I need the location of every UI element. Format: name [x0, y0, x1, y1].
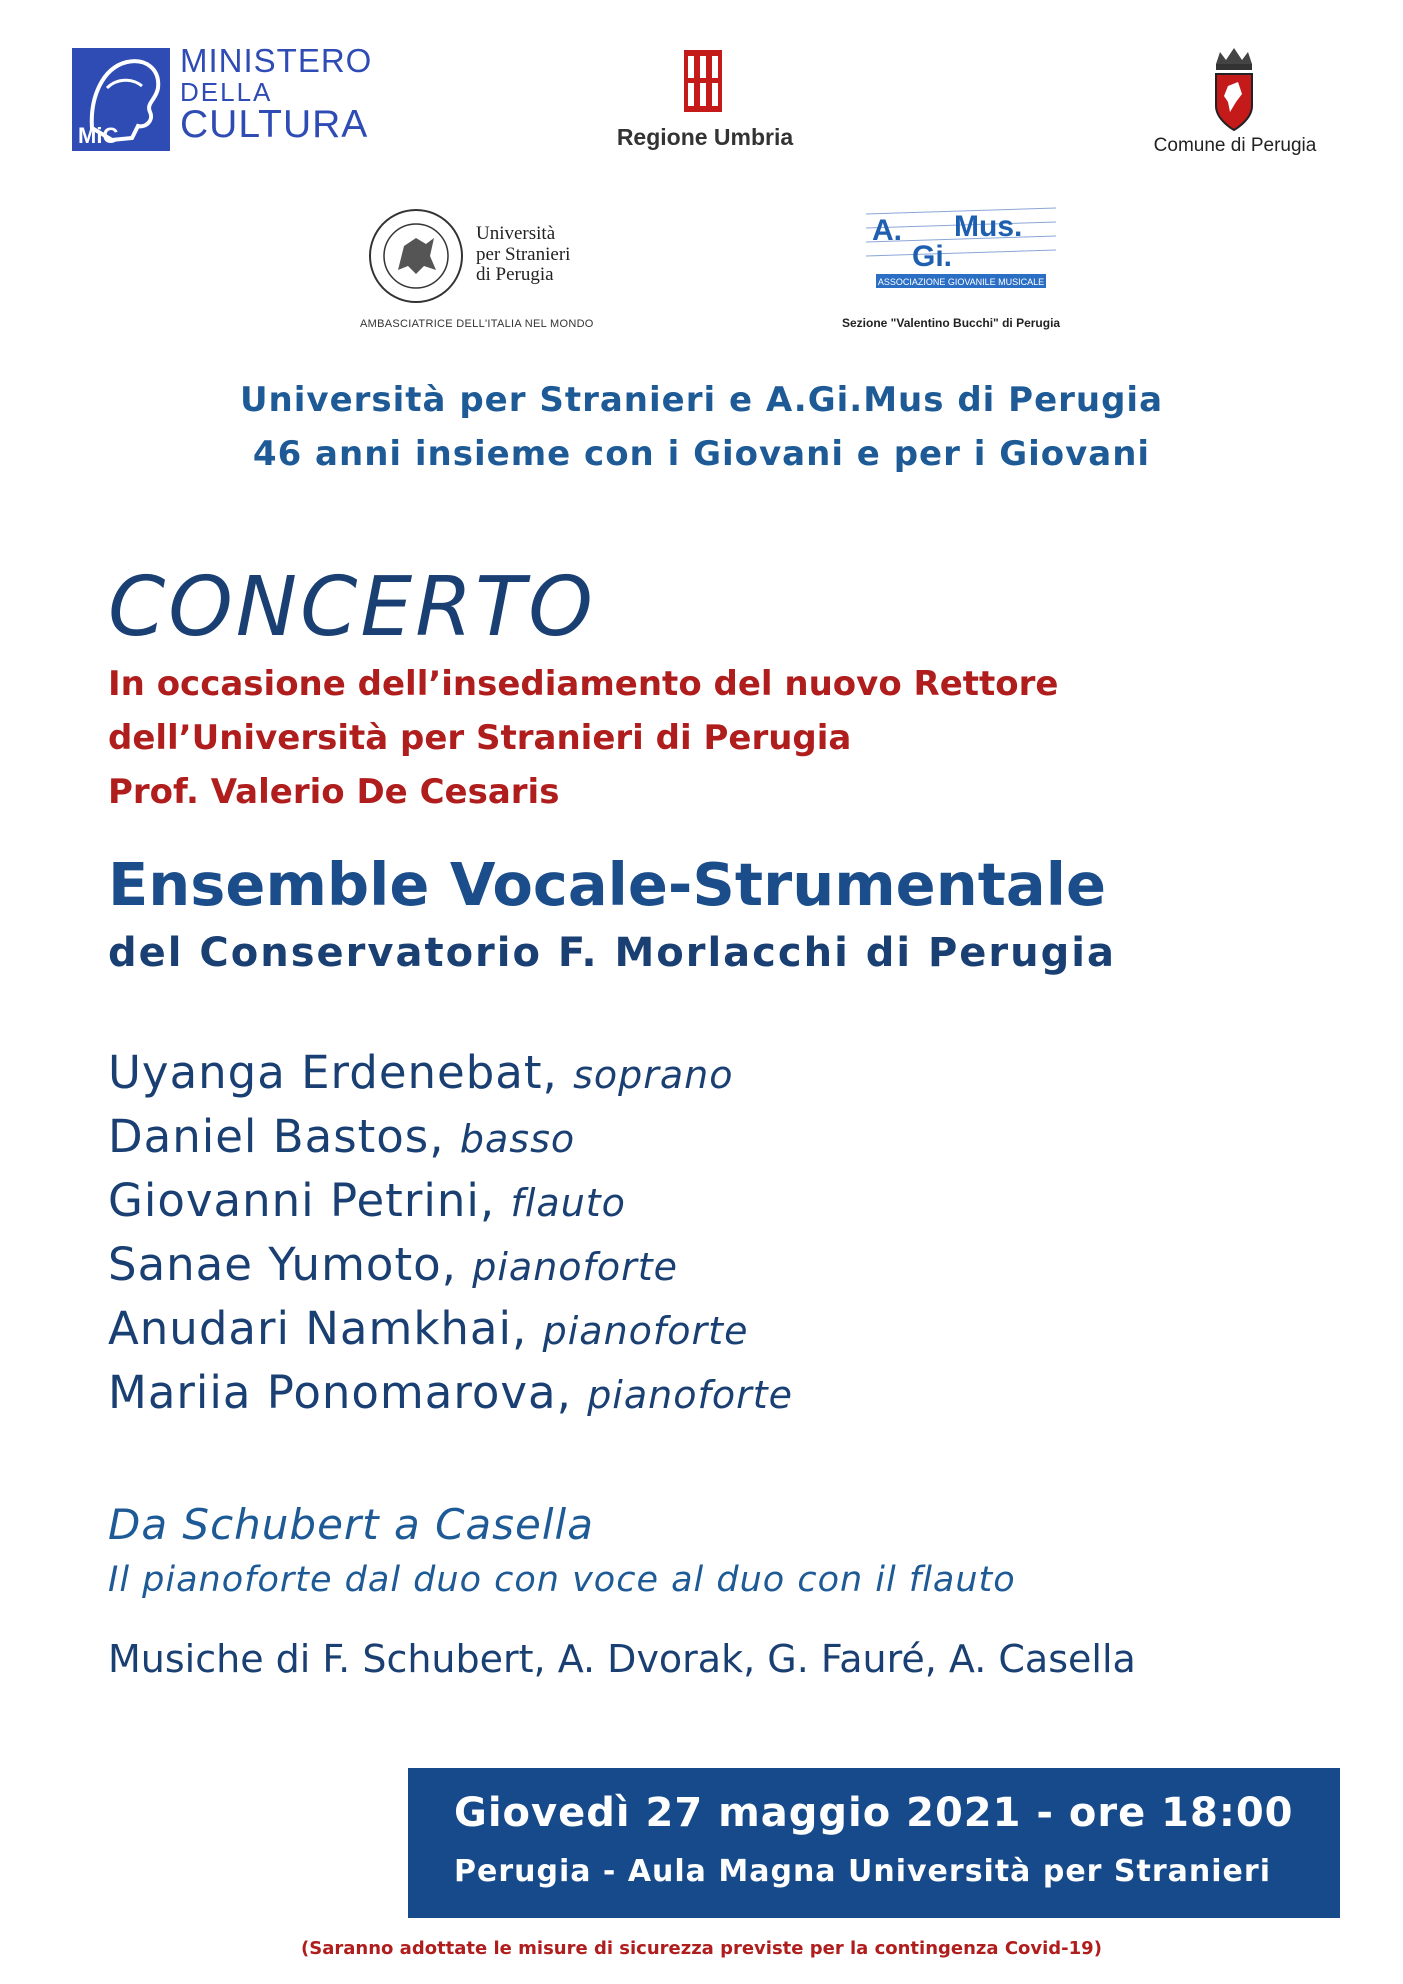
concert-title: CONCERTO — [108, 560, 596, 655]
agimus-caption: Sezione "Valentino Bucchi" di Perugia — [842, 316, 1061, 330]
performer-6 — [108, 1366, 793, 1419]
svg-text:Gi.: Gi. — [912, 240, 953, 273]
conservatory-name: del Conservatorio F. Morlacchi di Perugia — [108, 930, 1116, 976]
performer-1 — [108, 1046, 734, 1099]
performer-4 — [108, 1238, 678, 1291]
unistra-line2: per Stranieri — [476, 243, 571, 265]
performer-name: Daniel Bastos, — [108, 1110, 445, 1163]
performer-name: Mariia Ponomarova, — [108, 1366, 572, 1419]
performer-role: pianoforte — [472, 1245, 679, 1289]
svg-text:Mus.: Mus. — [954, 210, 1023, 243]
performer-name: Anudari Namkhai, — [108, 1302, 528, 1355]
unistra-seal-icon — [368, 208, 464, 304]
svg-text:A.: A. — [872, 214, 902, 247]
covid-note: (Saranno adottate le misure di sicurezza previste per la contingenza Covid-19) — [301, 1938, 1102, 1959]
mic-line3: CULTURA — [180, 103, 369, 146]
unistra-line1: Università — [476, 223, 556, 244]
perugia-name: Comune di Perugia — [1153, 135, 1317, 156]
performer-2 — [108, 1110, 575, 1163]
mic-line1: MINISTERO — [180, 42, 373, 79]
performer-role: pianoforte — [542, 1309, 749, 1353]
unistra-wordmark — [476, 224, 570, 286]
event-date: Giovedì 27 maggio 2021 - ore 18:00 — [454, 1790, 1294, 1836]
perugia-crest-icon — [1208, 46, 1260, 134]
unistra-tagline: AMBASCIATRICE DELL'ITALIA NEL MONDO — [360, 318, 594, 330]
occasion-line-2: dell’Università per Stranieri di Perugia — [108, 718, 852, 758]
agimus-logo — [866, 206, 1056, 296]
event-info-box — [408, 1768, 1340, 1918]
mic-wordmark — [180, 44, 372, 144]
performer-5 — [108, 1302, 748, 1355]
performer-role: basso — [459, 1117, 576, 1161]
umbria-name: Regione Umbria — [616, 124, 794, 150]
performer-role: soprano — [573, 1053, 734, 1097]
program-composers: Musiche di F. Schubert, A. Dvorak, G. Fauré, A. Casella — [108, 1637, 1136, 1681]
mic-logo — [72, 48, 170, 151]
performer-role: pianoforte — [587, 1373, 794, 1417]
intro-line-1: Università per Stranieri e A.Gi.Mus di Perugia — [239, 380, 1164, 420]
agimus-strip: ASSOCIAZIONE GIOVANILE MUSICALE — [877, 277, 1045, 287]
program-title: Da Schubert a Casella — [108, 1500, 594, 1549]
occasion-line-3: Prof. Valerio De Cesaris — [108, 772, 560, 812]
performer-name: Uyanga Erdenebat, — [108, 1046, 558, 1099]
performer-3 — [108, 1174, 626, 1227]
performer-name: Giovanni Petrini, — [108, 1174, 496, 1227]
unistra-line3: di Perugia — [476, 264, 554, 286]
mic-line2: DELLA — [180, 77, 273, 107]
occasion-line-1: In occasione dell’insediamento del nuovo Rettore — [108, 664, 1059, 704]
mic-badge: MiC — [78, 123, 119, 148]
program-subtitle: Il pianoforte dal duo con voce al duo con il flauto — [108, 1560, 1016, 1600]
umbria-emblem-icon — [684, 50, 722, 112]
ensemble-name: Ensemble Vocale-Strumentale — [108, 850, 1106, 919]
performer-name: Sanae Yumoto, — [108, 1238, 457, 1291]
event-place: Perugia - Aula Magna Università per Stranieri — [454, 1854, 1271, 1889]
performer-role: flauto — [510, 1181, 626, 1225]
intro-line-2: 46 anni insieme con i Giovani e per i Giovani — [252, 434, 1151, 474]
